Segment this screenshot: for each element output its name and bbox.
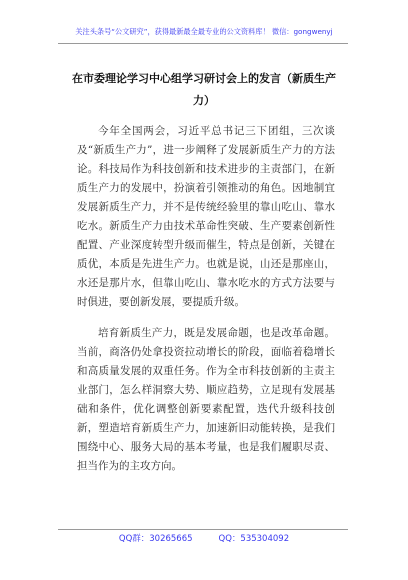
document-title: 在市委理论学习中心组学习研讨会上的发言（新质生产力） bbox=[72, 72, 336, 107]
footer-qq-group: QQ群：30265665 bbox=[118, 534, 193, 544]
footer-contact bbox=[0, 532, 408, 544]
footer-qq-number: QQ：535304092 bbox=[218, 534, 290, 544]
document-body bbox=[77, 122, 335, 488]
footer-divider bbox=[58, 529, 348, 530]
header-promo-note: 关注头条号“公文研究”，获得最新最全最专业的公文资料库！ 微信：gongwenyj bbox=[75, 27, 333, 36]
paragraph: 培育新质生产力，既是发展命题，也是改革命题。当前，商洛仍处拿投资拉动增长的阶段，面临着稳增长和高质量发展的双重任务。作为全市科技创新的主责主业部门，怎么样洞察大势、顺应趋势，立足现有发展基础和条件，优化调整创新要素配置，迭代升级科技创新，塑造培育新质生产力，加速新旧动能转换，是我们围绕中心、服务大局的基本考量，也是我们履职尽责、担当作为的主攻方向。 bbox=[77, 327, 335, 472]
paragraph: 今年全国两会，习近平总书记三下团组，三次谈及“新质生产力”，进一步阐释了发展新质生产力的方法论。科技局作为科技创新和技术进步的主责部门，在新质生产力的发展中，扮演着引领推动的角色。因地制宜发展新质生产力，并不是传统经验里的靠山吃山、靠水吃水。新质生产力由技术革命性突破、生产要素创新性配置、产业深度转型升级而催生，特点是创新，关键在质优，本质是先进生产力。也就是说，山还是那座山，水还是那片水，但靠山吃山、靠水吃水的方式方法要与时俱进，要创新发展，要提质升级。 bbox=[77, 125, 335, 308]
header-divider bbox=[58, 43, 348, 44]
